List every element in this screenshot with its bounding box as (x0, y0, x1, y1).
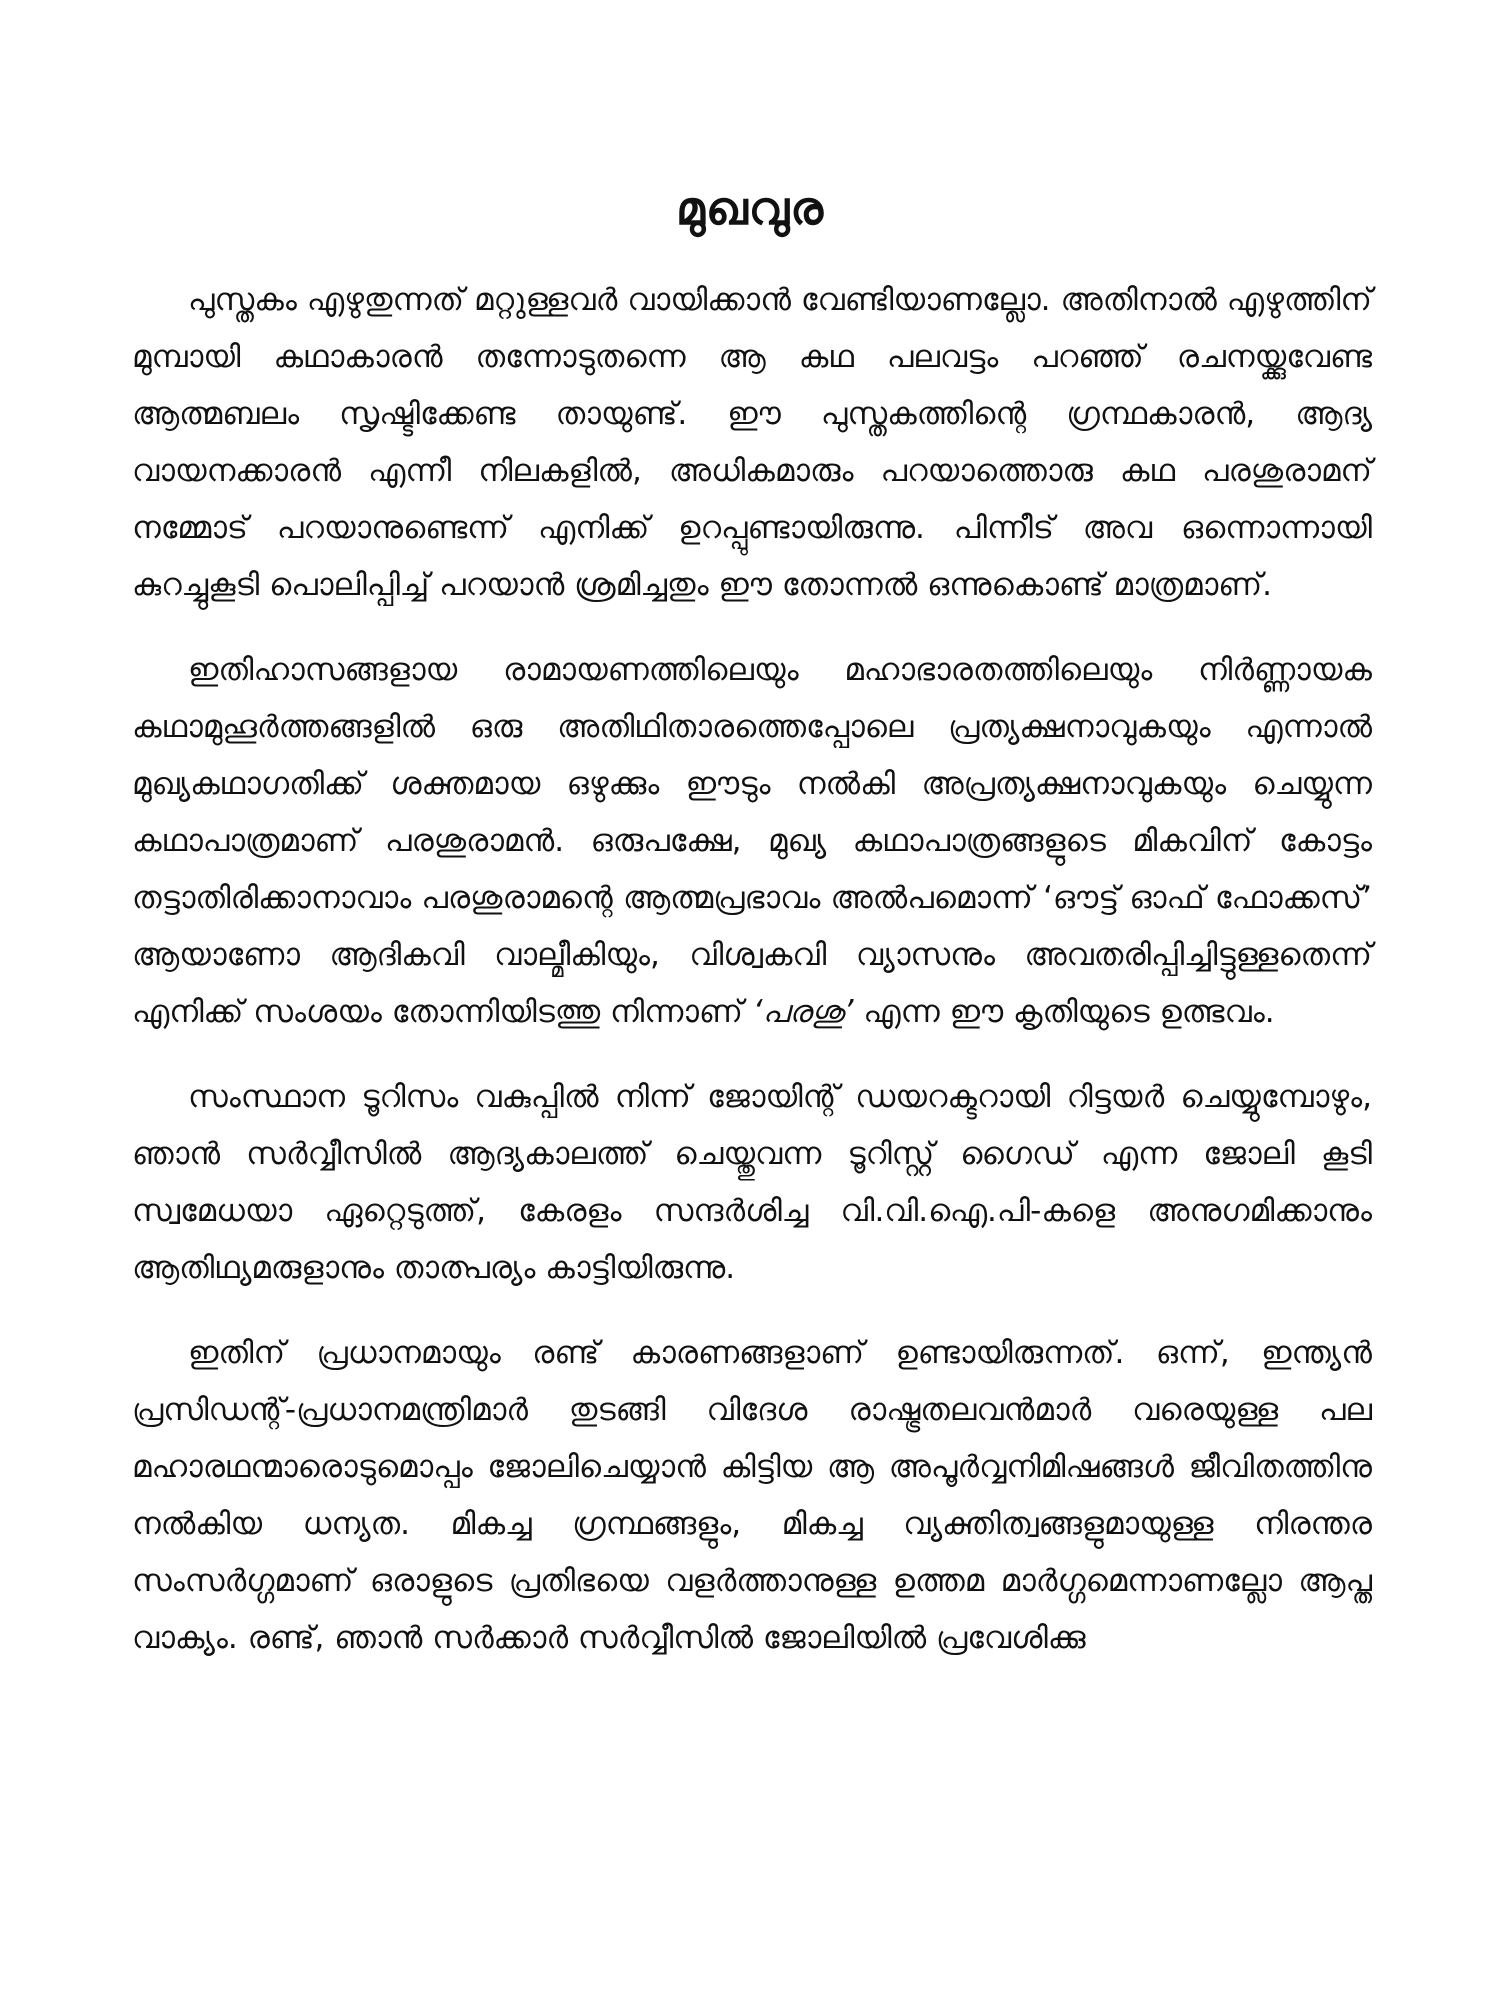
paragraph-2-ending: എന്ന ഈ കൃതിയുടെ ഉത്ഭവം. (863, 994, 1275, 1030)
body-text (132, 272, 1372, 1695)
paragraph-2 (132, 642, 1372, 1041)
book-title-italic: ‘പരശു’ (752, 994, 854, 1030)
page-title: മുഖവുര (675, 180, 825, 235)
paragraph-3: സംസ്ഥാന ടൂറിസം വകുപ്പിൽ നിന്ന് ജോയിന്റ് ഡയറക്ടറായി റിട്ടയർ ചെയ്യുമ്പോഴും, ഞാൻ സർവ്വീസിൽ ആദ്യകാലത്ത് ചെയ്തുവന്ന ടൂറിസ്റ്റ് ഗൈഡ് എന്ന ജോലി കൂടി സ്വമേധയാ ഏറ്റെടുത്ത്, കേരളം സന്ദർശിച്ച വി.വി.ഐ.പി-കളെ അനുഗമിക്കാനും ആതിഥ്യമരുളാനും താത്പര്യം കാട്ടിയിരുന്നു. (132, 1079, 1372, 1286)
paragraph-1: പുസ്തകം എഴുതുന്നത് മറ്റുള്ളവർ വായിക്കാൻ വേണ്ടിയാണല്ലോ. അതിനാൽ എഴുത്തിന് മുമ്പായി കഥാകാരൻ തന്നോടുതന്നെ ആ കഥ പലവട്ടം പറഞ്ഞ് രചനയ്ക്കുവേണ്ട ആത്മബലം സൃഷ്ടിക്കേണ്ട തായുണ്ട്. ഈ പുസ്തകത്തിന്റെ ഗ്രന്ഥകാരൻ, ആദ്യ വായനക്കാരൻ എന്നീ നിലകളിൽ, അധികമാരും പറയാത്തൊരു കഥ പരശുരാമന് നമ്മോട് പറയാനുണ്ടെന്ന് എനിക്ക് ഉറപ്പുണ്ടായിരുന്നു. പിന്നീട് അവ ഒന്നൊന്നായി കുറച്ചുകൂടി പൊലിപ്പിച്ച് പറയാൻ ശ്രമിച്ചതും ഈ തോന്നൽ ഒന്നുകൊണ്ട് മാത്രമാണ്. (132, 282, 1372, 603)
paragraph-2-text: ഇതിഹാസങ്ങളായ രാമായണത്തിലെയും മഹാഭാരതത്തിലെയും നിർണ്ണായക കഥാമുഹൂർത്തങ്ങളിൽ ഒരു അതിഥിതാരത്തെപ്പോലെ പ്രത്യക്ഷനാവുകയും എന്നാൽ മുഖ്യകഥാഗതിക്ക് ശക്തമായ ഒഴുക്കും ഈടും നൽകി അപ്രത്യക്ഷനാവുകയും ചെയ്യുന്ന കഥാപാത്രമാണ് പരശുരാമൻ. ഒരുപക്ഷേ, മുഖ്യ കഥാപാത്രങ്ങളുടെ മികവിന് കോട്ടം തട്ടാതിരിക്കാനാവാം പരശുരാമന്റെ ആത്മപ്രഭാവം അൽപമൊന്ന് ‘ഔട്ട് ഓഫ് ഫോക്കസ്’ ആയാണോ ആദികവി വാല്മീകിയും, വിശ്വകവി വ്യാസനും അവതരിപ്പിച്ചിട്ടുള്ളതെന്ന് എനിക്ക് സംശയം തോന്നിയിടത്തു നിന്നാണ് (132, 652, 1372, 1030)
paragraph-4: ഇതിന് പ്രധാനമായും രണ്ട് കാരണങ്ങളാണ് ഉണ്ടായിരുന്നത്. ഒന്ന്, ഇന്ത്യൻ പ്രസിഡന്റ്-പ്രധാനമന്ത്രിമാർ തുടങ്ങി വിദേശ രാഷ്ട്രതലവൻമാർ വരെയുള്ള പല മഹാരഥന്മാരൊടുമൊപ്പം ജോലിചെയ്യാൻ കിട്ടിയ ആ അപൂർവ്വനിമിഷങ്ങൾ ജീവിതത്തിനു നൽകിയ ധന്യത. മികച്ച ഗ്രന്ഥങ്ങളും, മികച്ച വ്യക്തിത്വങ്ങളുമായുള്ള നിരന്തര സംസർഗ്ഗമാണ് ഒരാളുടെ പ്രതിഭയെ വളർത്താനുള്ള ഉത്തമ മാർഗ്ഗമെന്നാണല്ലോ ആപ്ത വാക്യം. രണ്ട്, ഞാൻ സർക്കാർ സർവ്വീസിൽ ജോലിയിൽ പ്രവേശിക്കു (132, 1335, 1372, 1656)
